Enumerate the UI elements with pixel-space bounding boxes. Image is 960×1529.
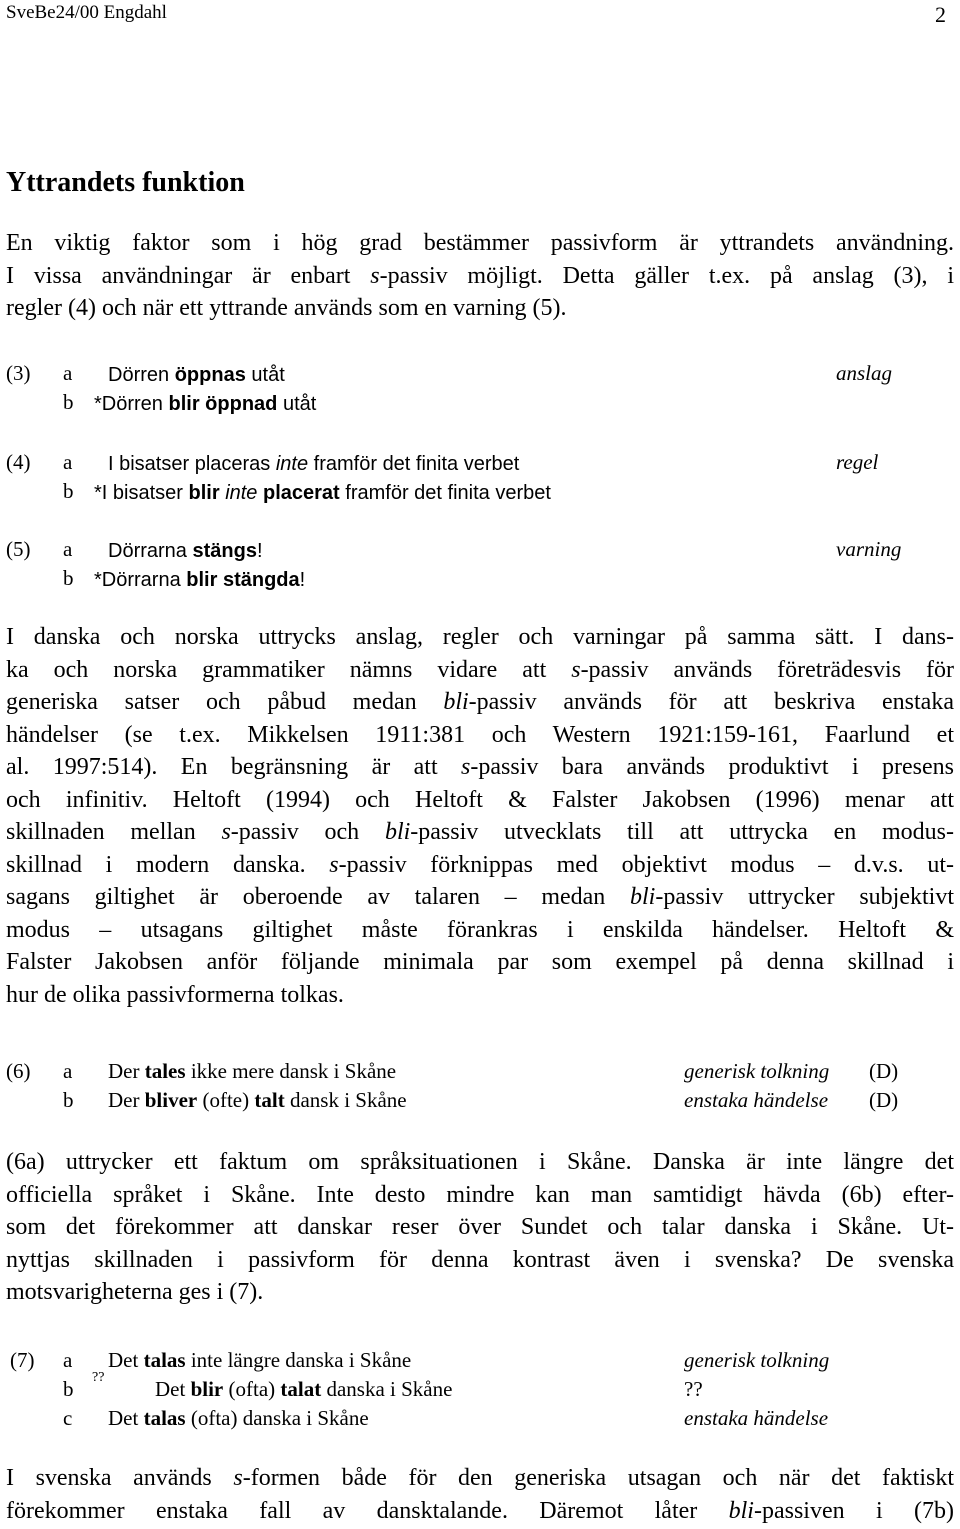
language-label: (D) bbox=[869, 1088, 899, 1112]
acceptability-mark: ?? bbox=[92, 1370, 105, 1385]
example-tag: generisk tolkning bbox=[684, 1348, 830, 1372]
text-line: förekommer enstaka fall av dansktalande. Däremot låter bli-passiven i (7b) bbox=[6, 1497, 955, 1524]
text-line: al. 1997:514). En begränsning är att s-passiv bara används produktivt i presens bbox=[6, 754, 955, 780]
example-sentence: *Dörrarna blir stängda! bbox=[94, 569, 306, 591]
page-number: 2 bbox=[935, 2, 946, 27]
example-sentence: Det talas inte längre danska i Skåne bbox=[108, 1348, 412, 1372]
text-line: motsvarigheterna ges i (7). bbox=[6, 1279, 264, 1305]
text-line: generiska satser och påbud medan bli-passiv används för att beskriva enstaka bbox=[6, 689, 954, 715]
paragraph-danish-norwegian bbox=[6, 621, 954, 1011]
example-letter: a bbox=[63, 450, 73, 474]
example-letter: a bbox=[63, 537, 73, 561]
text-line: händelser (se t.ex. Mikkelsen 1911:381 och Western 1921:159-161, Faarlund et bbox=[6, 721, 954, 748]
text-line: skillnaden mellan s-passiv och bli-passiv utvecklats till att uttrycka en modus- bbox=[6, 819, 954, 845]
example-letter: a bbox=[63, 361, 73, 385]
example-sentence: I bisatser placeras inte framför det finita verbet bbox=[108, 453, 520, 475]
example-sentence: Der bliver (ofte) talt dansk i Skåne bbox=[108, 1088, 407, 1112]
text-line: nyttjas skillnaden i passivform för denna kontrast även i svenska? De svenska bbox=[6, 1246, 954, 1273]
text-line: officiella språket i Skåne. Inte desto mindre kan man samtidigt hävda (6b) efter- bbox=[6, 1181, 954, 1208]
paragraph-skane bbox=[6, 1146, 954, 1309]
text-line: som det förekommer att danskar reser över Sundet och talar danska i Skåne. Ut- bbox=[6, 1214, 954, 1240]
example-tag: generisk tolkning bbox=[684, 1059, 830, 1083]
example-number: (5) bbox=[6, 537, 31, 561]
example-letter: b bbox=[63, 566, 74, 590]
text-line: I svenska används s-formen både för den generiska utsagan och när det faktiskt bbox=[6, 1465, 954, 1491]
example-number: (4) bbox=[6, 450, 31, 474]
text-line: ka och norska grammatiker nämns vidare att s-passiv används företrädesvis för bbox=[6, 656, 955, 683]
example-letter: a bbox=[63, 1348, 73, 1372]
language-label: (D) bbox=[869, 1059, 899, 1083]
running-header: SveBe24/00 Engdahl bbox=[6, 2, 167, 23]
example-letter: b bbox=[63, 1088, 74, 1112]
example-tag: enstaka händelse bbox=[684, 1088, 829, 1112]
example-number: (3) bbox=[6, 361, 31, 385]
text-line: modus – utsagans giltighet måste förankras i enskilda händelser. Heltoft & bbox=[6, 916, 954, 943]
example-letter: b bbox=[63, 1377, 74, 1401]
example-letter: c bbox=[63, 1406, 73, 1430]
text-line: skillnad i modern danska. s-passiv förknippas med objektivt modus – d.v.s. ut- bbox=[6, 851, 954, 878]
example-tag: anslag bbox=[836, 361, 893, 385]
example-sentence: Dörren öppnas utåt bbox=[108, 364, 285, 386]
paragraph-intro bbox=[6, 227, 954, 325]
text-line: och infinitiv. Heltoft (1994) och Heltoft & Falster Jakobsen (1996) menar att bbox=[6, 786, 954, 813]
example-sentence: Det talas (ofta) danska i Skåne bbox=[108, 1406, 369, 1430]
section-title: Yttrandets funktion bbox=[6, 167, 245, 198]
example-sentence: Der tales ikke mere dansk i Skåne bbox=[108, 1059, 397, 1083]
paragraph-swedish bbox=[6, 1462, 954, 1527]
example-sentence: Det blir (ofta) talat danska i Skåne bbox=[155, 1377, 453, 1401]
text-line: I danska och norska uttrycks anslag, regler och varningar på samma sätt. I dans- bbox=[6, 624, 954, 650]
example-tag: regel bbox=[836, 450, 879, 474]
example-number: (6) bbox=[6, 1059, 31, 1083]
text-line: (6a) uttrycker ett faktum om språksituationen i Skåne. Danska är inte längre det bbox=[6, 1149, 954, 1175]
text-line: hur de olika passivformerna tolkas. bbox=[6, 981, 344, 1008]
example-letter: b bbox=[63, 390, 74, 414]
text-line: I vissa användningar är enbart s-passiv möjligt. Detta gäller t.ex. på anslag (3), i bbox=[6, 262, 954, 289]
example-sentence: *Dörren blir öppnad utåt bbox=[94, 393, 317, 415]
example-tag: ?? bbox=[684, 1377, 703, 1401]
example-sentence: Dörrarna stängs! bbox=[108, 540, 263, 562]
example-tag: varning bbox=[836, 537, 902, 561]
example-tag: enstaka händelse bbox=[684, 1406, 829, 1430]
text-line: Falster Jakobsen anför följande minimala par som exempel på denna skillnad i bbox=[6, 949, 954, 975]
example-number: (7) bbox=[10, 1348, 35, 1372]
example-letter: a bbox=[63, 1059, 73, 1083]
text-line: regler (4) och när ett yttrande används som en varning (5). bbox=[6, 295, 567, 321]
text-line: En viktig faktor som i hög grad bestämmer passivform är yttrandets användning. bbox=[6, 230, 954, 256]
example-sentence: *I bisatser blir inte placerat framför det finita verbet bbox=[94, 482, 551, 504]
example-letter: b bbox=[63, 479, 74, 503]
text-line: sagans giltighet är oberoende av talaren – medan bli-passiv uttrycker subjektivt bbox=[6, 884, 955, 910]
